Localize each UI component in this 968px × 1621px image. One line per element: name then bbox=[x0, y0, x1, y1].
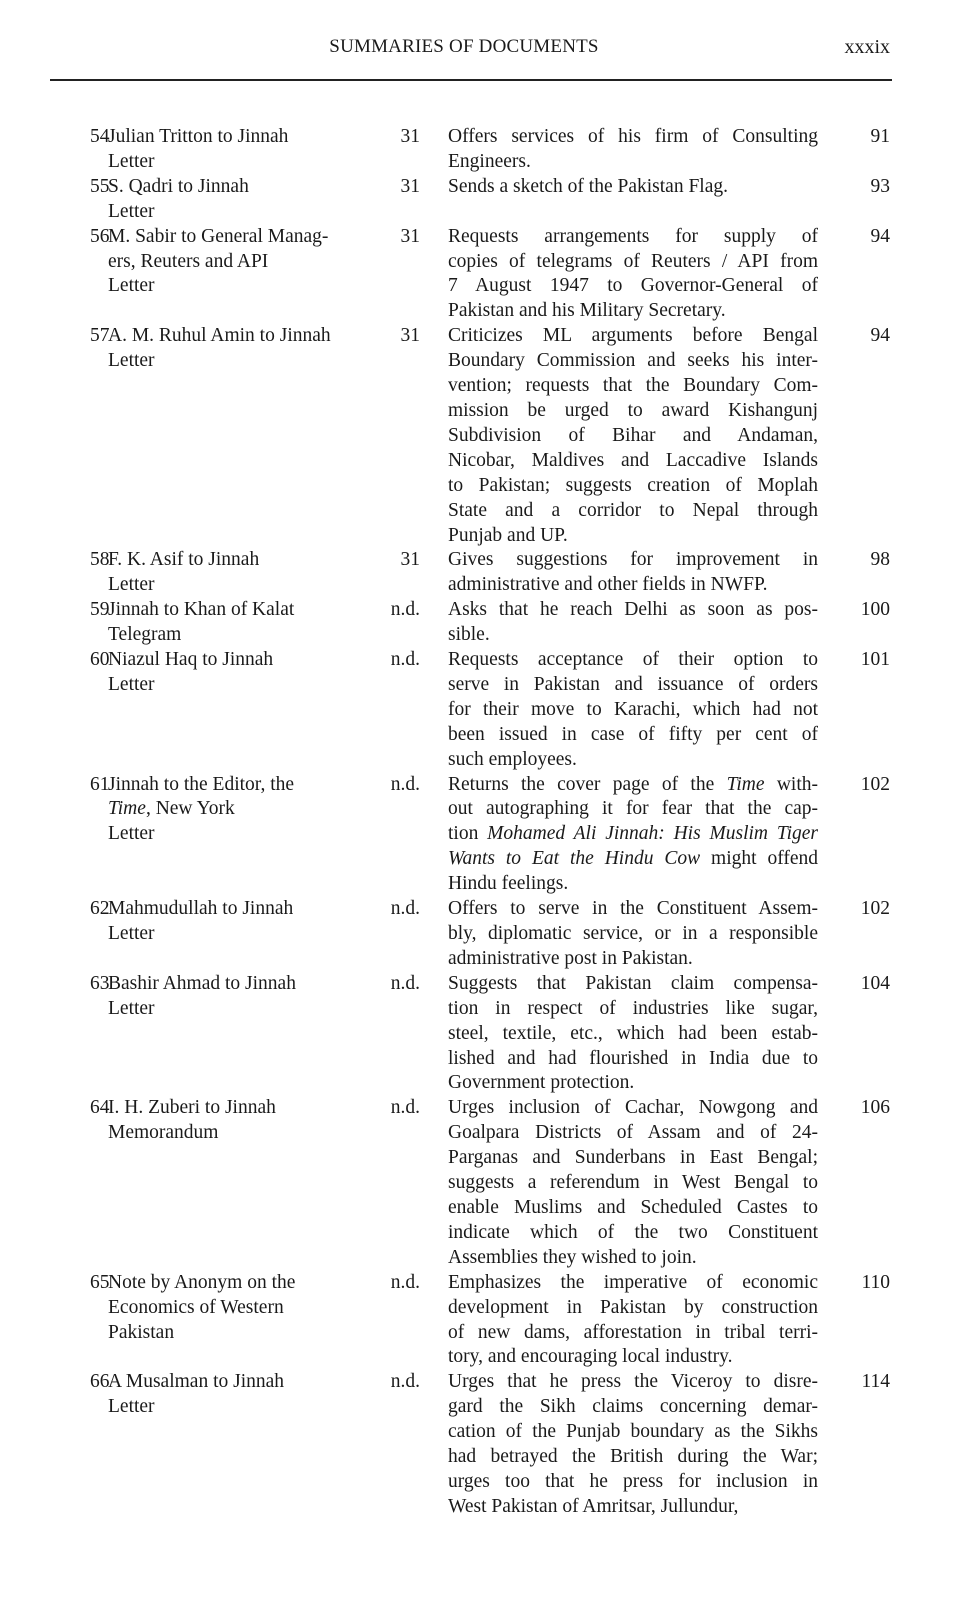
entry-correspondents bbox=[108, 648, 375, 773]
correspondent-line: Jinnah to Khan of Kalat bbox=[108, 599, 295, 621]
entry-number: 61 bbox=[90, 773, 110, 795]
summary-line: serve in Pakistan and issuance of orders bbox=[448, 673, 818, 695]
entry-summary bbox=[448, 972, 818, 1097]
entry-page: 102 bbox=[860, 898, 890, 920]
entry-correspondents bbox=[108, 1271, 375, 1371]
entry-date: n.d. bbox=[390, 649, 420, 671]
summary-line: indicate which of the two Constituent bbox=[448, 1221, 818, 1243]
summary-line: Criticizes ML arguments before Bengal bbox=[448, 325, 818, 347]
correspondent-line: Mahmudullah to Jinnah bbox=[108, 898, 294, 920]
summary-entry bbox=[0, 548, 968, 598]
entry-correspondents bbox=[108, 225, 375, 325]
italic-title: Wants to Eat the Hindu Cow bbox=[448, 848, 701, 870]
correspondent-line: Letter bbox=[108, 823, 155, 845]
correspondent-line: I. H. Zuberi to Jinnah bbox=[108, 1097, 276, 1119]
summary-line: Punjab and UP. bbox=[448, 524, 568, 546]
summary-line: Pakistan and his Military Secretary. bbox=[448, 300, 726, 322]
summary-line: Requests arrangements for supply of bbox=[448, 225, 818, 247]
entry-correspondents bbox=[108, 972, 375, 1097]
summary-line: mission be urged to award Kishangunj bbox=[448, 399, 818, 421]
header-rule bbox=[50, 79, 892, 81]
italic-title: Mohamed Ali Jinnah: His Muslim Tiger bbox=[487, 823, 818, 845]
entry-number: 62 bbox=[90, 898, 110, 920]
entry-date: n.d. bbox=[390, 773, 420, 795]
summary-line: Goalpara Districts of Assam and of 24- bbox=[448, 1122, 818, 1144]
entry-number: 64 bbox=[90, 1097, 110, 1119]
entry-number: 54 bbox=[90, 126, 110, 147]
entry-page: 104 bbox=[860, 972, 890, 994]
summary-line: lished and had flourished in India due to bbox=[448, 1047, 818, 1069]
summary-line: for their move to Karachi, which had not bbox=[448, 698, 818, 720]
entry-page: 100 bbox=[860, 599, 890, 621]
summary-line: administrative and other fields in NWFP. bbox=[448, 574, 768, 596]
entry-summary bbox=[448, 897, 818, 972]
entry-correspondents bbox=[108, 324, 375, 548]
correspondent-line: Letter bbox=[108, 275, 155, 297]
summary-line: copies of telegrams of Reuters / API from bbox=[448, 250, 818, 272]
summary-line: Suggests that Pakistan claim compensa- bbox=[448, 972, 818, 994]
correspondent-line: ers, Reuters and API bbox=[108, 250, 269, 272]
correspondent-line: Jinnah to the Editor, the bbox=[108, 773, 295, 795]
summary-line: cation of the Punjab boundary as the Sikhs bbox=[448, 1421, 818, 1443]
summary-entry bbox=[0, 598, 968, 648]
document-summary-list bbox=[0, 125, 968, 1520]
summary-line: steel, textile, etc., which had been estab- bbox=[448, 1022, 818, 1044]
summary-entry bbox=[0, 773, 968, 898]
entry-summary bbox=[448, 225, 818, 325]
entry-date: 31 bbox=[400, 549, 420, 571]
entry-correspondents bbox=[108, 598, 375, 648]
entry-summary bbox=[448, 1096, 818, 1270]
entry-summary bbox=[448, 598, 818, 648]
summary-entry bbox=[0, 1271, 968, 1371]
summary-entry bbox=[0, 897, 968, 972]
entry-number: 66 bbox=[90, 1371, 110, 1393]
correspondent-line: Bashir Ahmad to Jinnah bbox=[108, 972, 296, 994]
entry-summary bbox=[448, 648, 818, 773]
entry-summary bbox=[448, 1271, 818, 1371]
summary-line: Nicobar, Maldives and Laccadive Islands bbox=[448, 449, 818, 471]
summary-line: tion in respect of industries like sugar, bbox=[448, 997, 818, 1019]
summary-line: Gives suggestions for improvement in bbox=[448, 549, 818, 571]
entry-summary bbox=[448, 175, 818, 225]
summary-line: Engineers. bbox=[448, 150, 531, 172]
correspondent-line: Time, New York bbox=[108, 798, 235, 820]
summary-line: Urges inclusion of Cachar, Nowgong and bbox=[448, 1097, 818, 1119]
summary-line: Requests acceptance of their option to bbox=[448, 649, 818, 671]
entry-correspondents bbox=[108, 1370, 375, 1519]
summary-line: suggests a referendum in West Bengal to bbox=[448, 1172, 818, 1194]
correspondent-line: Letter bbox=[108, 150, 155, 172]
summary-line: Hindu feelings. bbox=[448, 873, 569, 895]
summary-line: Parganas and Sunderbans in East Bengal; bbox=[448, 1147, 818, 1169]
summary-line: vention; requests that the Boundary Com- bbox=[448, 375, 818, 397]
entry-date: n.d. bbox=[390, 599, 420, 621]
correspondent-line: Letter bbox=[108, 673, 155, 695]
entry-summary bbox=[448, 548, 818, 598]
summary-line: gard the Sikh claims concerning demar- bbox=[448, 1396, 818, 1418]
summary-line: 7 August 1947 to Governor-General of bbox=[448, 275, 818, 297]
entry-page: 102 bbox=[860, 773, 890, 795]
entry-page: 106 bbox=[860, 1097, 890, 1119]
summary-entry bbox=[0, 125, 968, 175]
summary-line: Asks that he reach Delhi as soon as pos- bbox=[448, 599, 818, 621]
entry-page: 98 bbox=[870, 549, 890, 571]
summary-line: tory, and encouraging local industry. bbox=[448, 1346, 733, 1368]
summary-entry bbox=[0, 324, 968, 548]
summary-entry bbox=[0, 175, 968, 225]
entry-correspondents bbox=[108, 1096, 375, 1270]
summary-line: bly, diplomatic service, or in a responsible bbox=[448, 923, 818, 944]
entry-summary bbox=[448, 324, 818, 548]
summary-line: such employees. bbox=[448, 748, 577, 770]
correspondent-line: S. Qadri to Jinnah bbox=[108, 175, 249, 197]
entry-page: 101 bbox=[860, 649, 890, 671]
correspondent-line: Telegram bbox=[108, 624, 182, 646]
correspondent-line: M. Sabir to General Manag- bbox=[108, 225, 329, 247]
summary-line: Sends a sketch of the Pakistan Flag. bbox=[448, 175, 728, 197]
entry-date: n.d. bbox=[390, 1371, 420, 1393]
summary-entry bbox=[0, 648, 968, 773]
summary-line: tion Mohamed Ali Jinnah: His Muslim Tiger bbox=[448, 823, 818, 845]
page-number: xxxix bbox=[844, 36, 890, 58]
correspondent-line: Letter bbox=[108, 997, 155, 1019]
entry-date: 31 bbox=[400, 325, 420, 347]
entry-number: 60 bbox=[90, 649, 110, 671]
summary-line: development in Pakistan by construction bbox=[448, 1296, 818, 1318]
correspondent-line: Letter bbox=[108, 350, 155, 372]
entry-number: 59 bbox=[90, 599, 110, 621]
entry-page: 94 bbox=[870, 225, 890, 247]
entry-number: 65 bbox=[90, 1271, 110, 1293]
correspondent-line: Niazul Haq to Jinnah bbox=[108, 649, 274, 671]
entry-page: 94 bbox=[870, 325, 890, 347]
running-title: SUMMARIES OF DOCUMENTS bbox=[329, 36, 599, 57]
summary-line: Offers services of his firm of Consulting bbox=[448, 126, 818, 147]
entry-correspondents bbox=[108, 175, 375, 225]
summary-entry bbox=[0, 225, 968, 325]
summary-entry bbox=[0, 972, 968, 1097]
entry-date: n.d. bbox=[390, 1271, 420, 1293]
summary-line: out autographing it for fear that the cap- bbox=[448, 798, 818, 820]
summary-line: Emphasizes the imperative of economic bbox=[448, 1271, 818, 1293]
entry-page: 114 bbox=[861, 1371, 890, 1393]
correspondent-line: Letter bbox=[108, 923, 155, 944]
entry-number: 55 bbox=[90, 175, 110, 197]
summary-entry bbox=[0, 1096, 968, 1270]
summary-line: had betrayed the British during the War; bbox=[448, 1446, 818, 1468]
summary-line: sible. bbox=[448, 624, 490, 646]
italic-title: Time bbox=[108, 798, 146, 820]
entry-number: 58 bbox=[90, 549, 110, 571]
correspondent-line: Memorandum bbox=[108, 1122, 219, 1144]
entry-page: 93 bbox=[870, 175, 890, 197]
entry-number: 63 bbox=[90, 972, 110, 994]
summary-line: Government protection. bbox=[448, 1072, 635, 1094]
entry-number: 57 bbox=[90, 325, 110, 347]
correspondent-line: Letter bbox=[108, 574, 155, 596]
entry-date: 31 bbox=[400, 175, 420, 197]
summary-line: of new dams, afforestation in tribal terri- bbox=[448, 1321, 818, 1343]
entry-date: 31 bbox=[400, 126, 420, 147]
summary-line: to Pakistan; suggests creation of Moplah bbox=[448, 474, 818, 496]
summary-line: enable Muslims and Scheduled Castes to bbox=[448, 1196, 818, 1218]
summary-line: been issued in case of fifty per cent of bbox=[448, 723, 818, 745]
entry-number: 56 bbox=[90, 225, 110, 247]
entry-correspondents bbox=[108, 125, 375, 175]
summary-line: Urges that he press the Viceroy to disre- bbox=[448, 1371, 818, 1393]
correspondent-line: Letter bbox=[108, 200, 155, 222]
correspondent-line: Letter bbox=[108, 1396, 155, 1418]
summary-line: urges too that he press for inclusion in bbox=[448, 1470, 818, 1492]
correspondent-line: Note by Anonym on the bbox=[108, 1271, 296, 1293]
summary-line: Returns the cover page of the Time with- bbox=[448, 773, 818, 795]
italic-title: Time bbox=[726, 773, 765, 795]
entry-date: n.d. bbox=[390, 898, 420, 920]
correspondent-line: A. M. Ruhul Amin to Jinnah bbox=[108, 325, 331, 347]
summary-line: Offers to serve in the Constituent Assem- bbox=[448, 898, 818, 920]
entry-summary bbox=[448, 125, 818, 175]
summary-entry bbox=[0, 1370, 968, 1519]
entry-date: n.d. bbox=[390, 1097, 420, 1119]
entry-date: 31 bbox=[400, 225, 420, 247]
correspondent-line: F. K. Asif to Jinnah bbox=[108, 549, 260, 571]
summary-line: Assemblies they wished to join. bbox=[448, 1246, 697, 1268]
entry-correspondents bbox=[108, 773, 375, 898]
entry-page: 110 bbox=[861, 1271, 890, 1293]
entry-summary bbox=[448, 1370, 818, 1519]
correspondent-line: A Musalman to Jinnah bbox=[108, 1371, 285, 1393]
correspondent-line: Julian Tritton to Jinnah bbox=[108, 126, 289, 147]
summary-line: West Pakistan of Amritsar, Jullundur, bbox=[448, 1495, 739, 1517]
entry-page: 91 bbox=[870, 126, 890, 147]
entry-correspondents bbox=[108, 897, 375, 972]
summary-line: administrative post in Pakistan. bbox=[448, 947, 693, 969]
entry-date: n.d. bbox=[390, 972, 420, 994]
summary-line: State and a corridor to Nepal through bbox=[448, 499, 818, 521]
correspondent-line: Pakistan bbox=[108, 1321, 175, 1343]
entry-correspondents bbox=[108, 548, 375, 598]
summary-line: Wants to Eat the Hindu Cow might offend bbox=[448, 848, 818, 870]
correspondent-line: Economics of Western bbox=[108, 1296, 284, 1318]
summary-line: Boundary Commission and seeks his inter- bbox=[448, 350, 818, 372]
entry-summary bbox=[448, 773, 818, 898]
summary-line: Subdivision of Bihar and Andaman, bbox=[448, 424, 818, 446]
